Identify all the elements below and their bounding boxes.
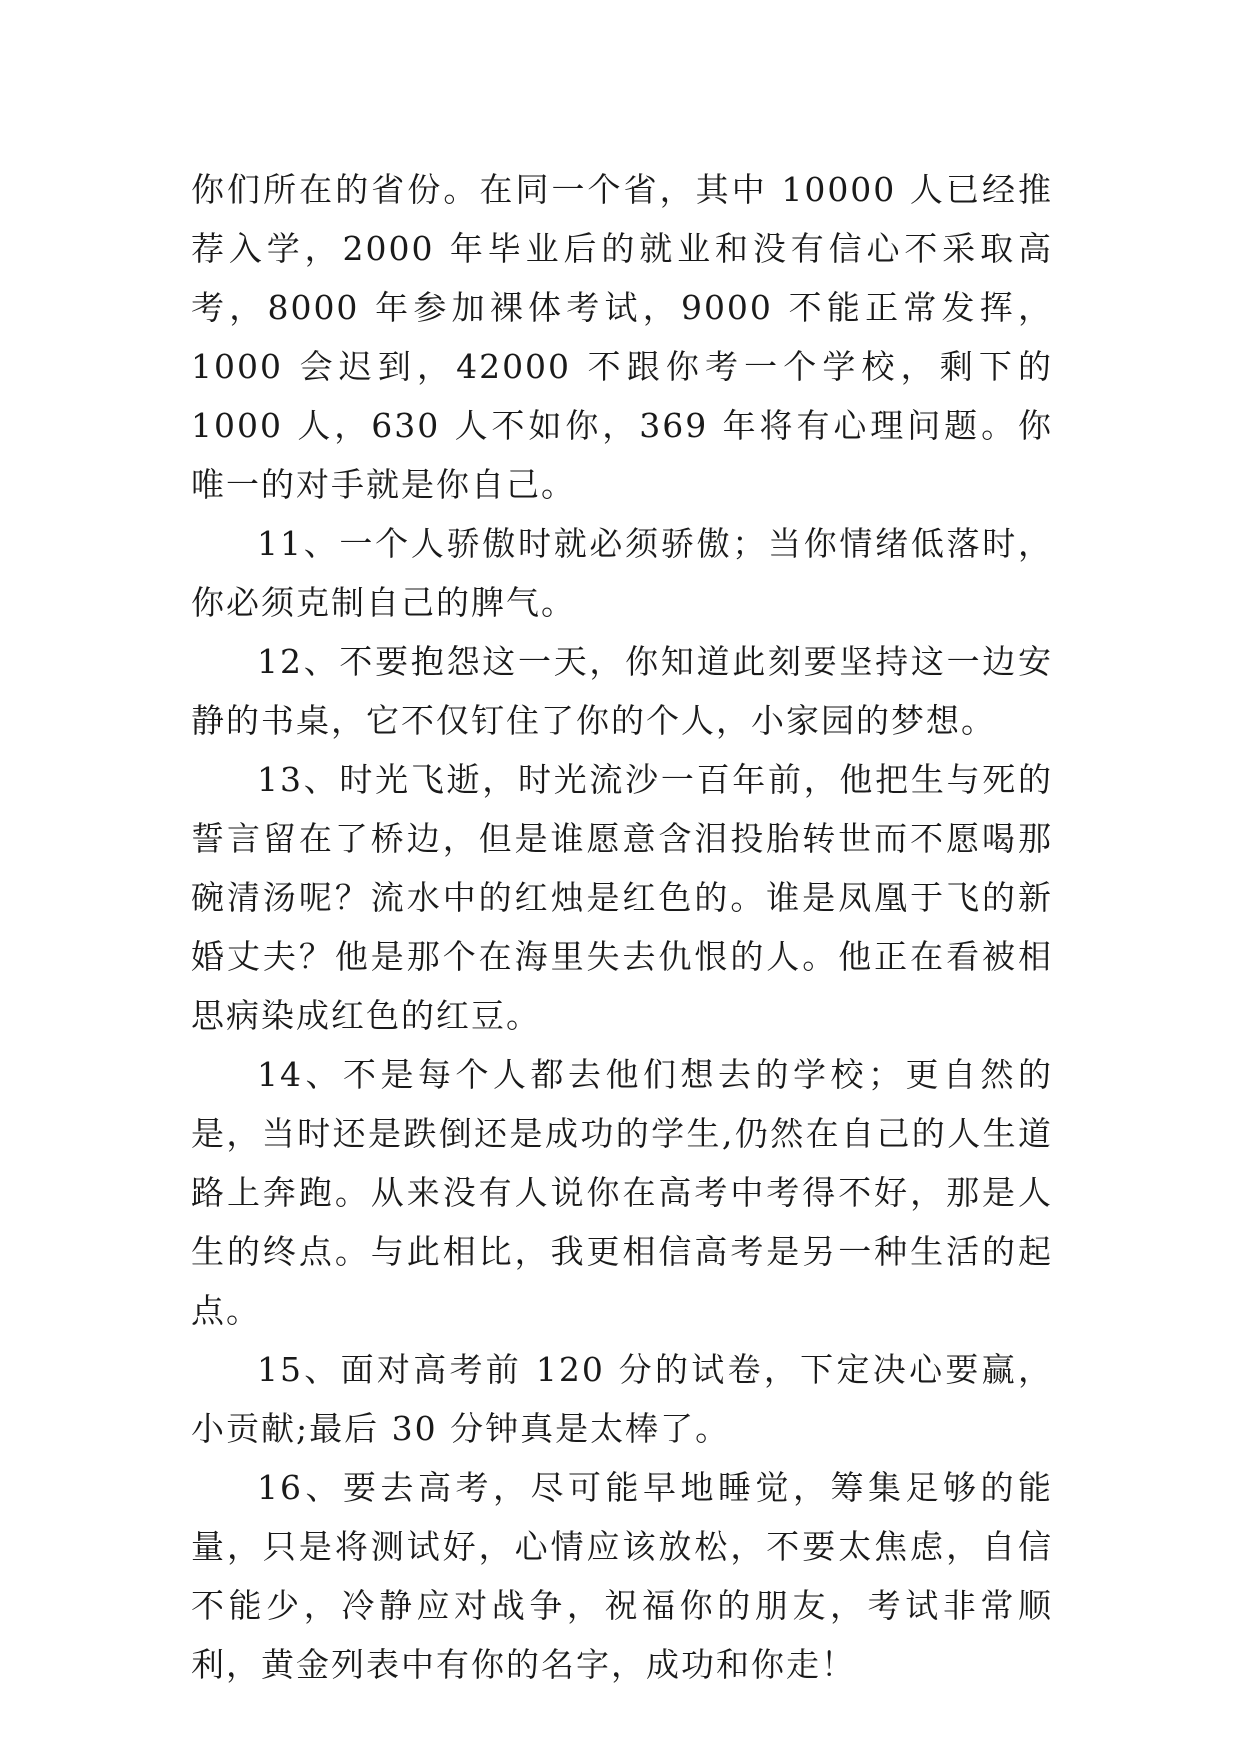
paragraph-12: 12、不要抱怨这一天，你知道此刻要坚持这一边安静的书桌，它不仅钉住了你的个人，小家园的梦想。 [191,642,1053,740]
paragraph-15: 15、面对高考前 120 分的试卷，下定决心要赢，小贡献;最后 30 分钟真是太棒了。 [191,1350,1053,1448]
paragraph-14: 14、不是每个人都去他们想去的学校；更自然的是，当时还是跌倒还是成功的学生,仍然在自己的人生道路上奔跑。从来没有人说你在高考中考得不好，那是人生的终点。与此相比，我更相信高考是另一种生活的起点。 [191,1055,1053,1330]
paragraph-continued: 你们所在的省份。在同一个省，其中 10000 人已经推荐入学，2000 年毕业后的就业和没有信心不采取高考，8000 年参加裸体考试，9000 不能正常发挥，1000 会迟到，42000 不跟你考一个学校，剩下的 1000 人，630 人不如你，369 年将有心理问题。你唯一的对手就是你自己。 [191,170,1053,504]
paragraph-13: 13、时光飞逝，时光流沙一百年前，他把生与死的誓言留在了桥边，但是谁愿意含泪投胎转世而不愿喝那碗清汤呢？流水中的红烛是红色的。谁是凤凰于飞的新婚丈夫？他是那个在海里失去仇恨的人。他正在看被相思病染成红色的红豆。 [191,760,1053,1035]
paragraph-16: 16、要去高考，尽可能早地睡觉，筹集足够的能量，只是将测试好，心情应该放松，不要太焦虑，自信不能少，冷静应对战争，祝福你的朋友，考试非常顺利，黄金列表中有你的名字，成功和你走！ [191,1468,1053,1684]
paragraph-11: 11、一个人骄傲时就必须骄傲；当你情绪低落时，你必须克制自己的脾气。 [191,524,1053,622]
document-body [191,160,1053,1694]
